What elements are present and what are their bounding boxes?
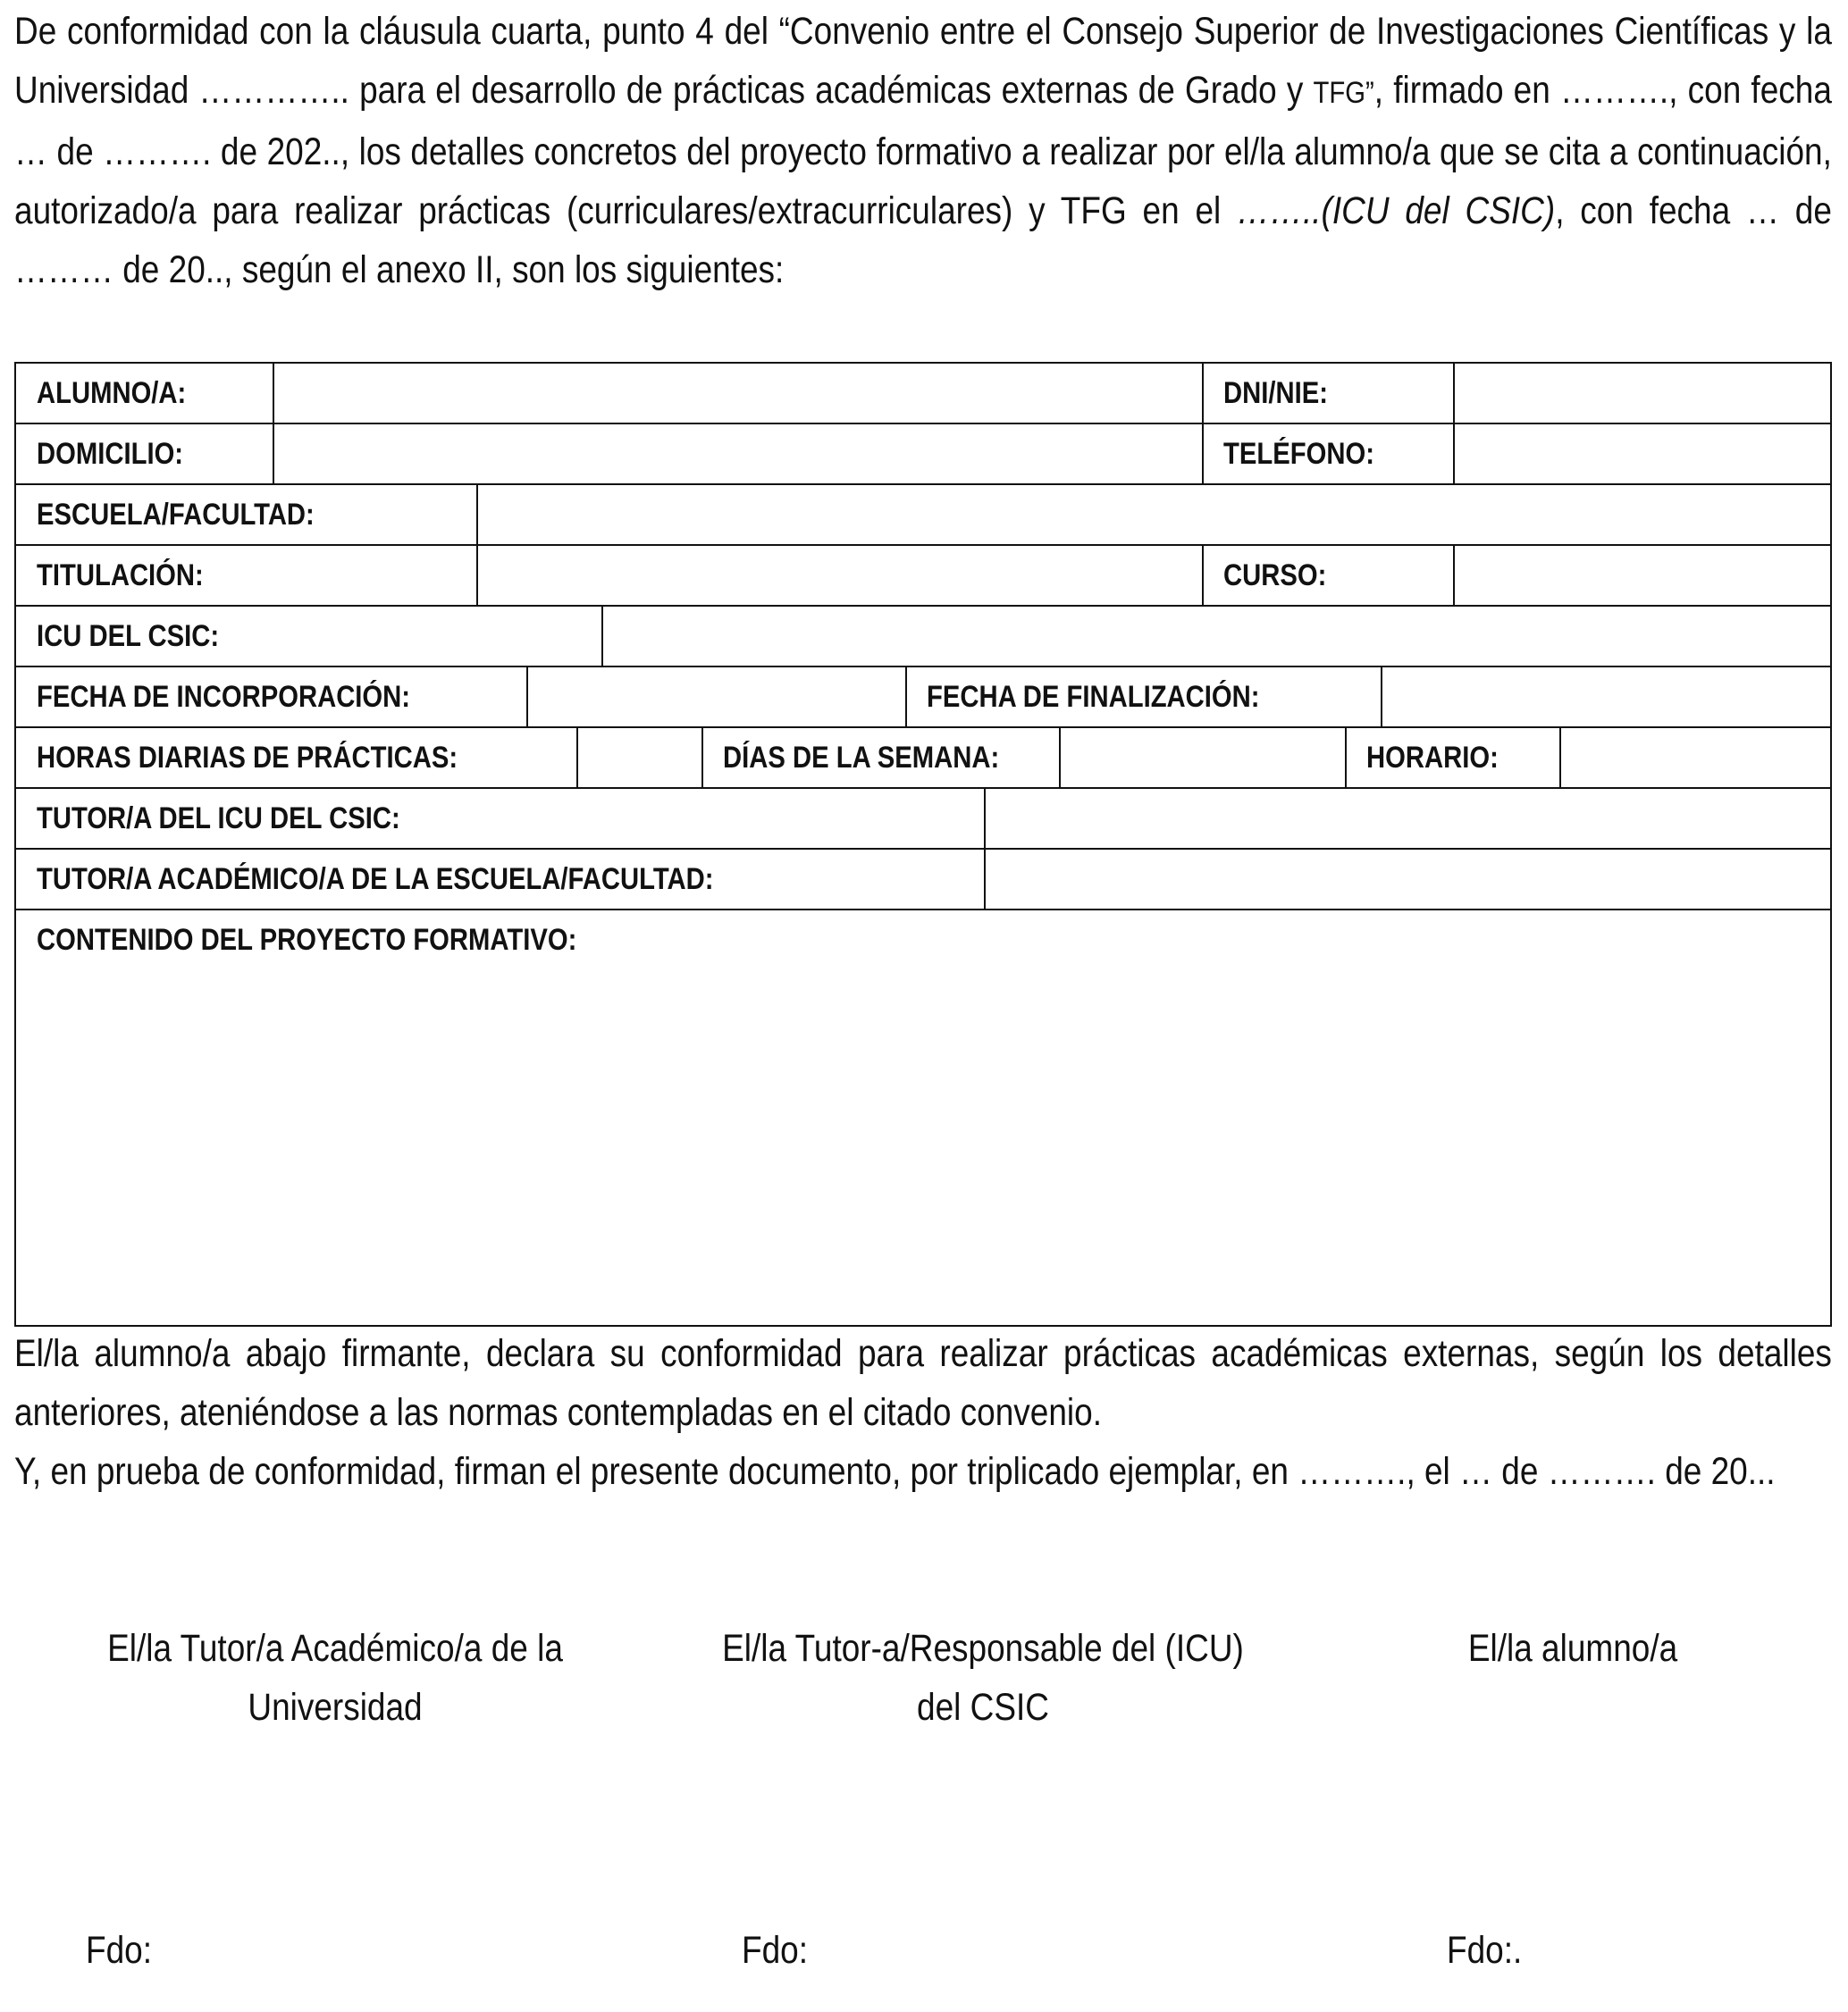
col-divider: [1381, 666, 1382, 726]
col-divider: [601, 605, 603, 666]
signature-tutor-icu-line1: El/la Tutor-a/Responsable del (ICU): [722, 1627, 1244, 1670]
declaration-paragraph-2: Y, en prueba de conformidad, firman el presente documento, por triplicado ejemplar, en ………., el … de ………. de 20...: [14, 1450, 1776, 1493]
label-horario: HORARIO:: [1366, 741, 1499, 775]
col-divider: [1202, 544, 1204, 605]
signature-alumno-line1: El/la alumno/a: [1467, 1627, 1678, 1670]
col-divider: [1559, 726, 1561, 787]
signature-tutor-icu: [714, 1619, 1252, 1737]
col-divider: [476, 544, 478, 605]
signature-tutor-icu-line2: del CSIC: [916, 1686, 1049, 1729]
fdo-tutor-academico: Fdo:: [86, 1929, 153, 1972]
intro-paragraph: [14, 2, 1832, 299]
col-divider: [476, 483, 478, 544]
label-escuela: ESCUELA/FACULTAD:: [37, 498, 315, 532]
label-dias-semana: DÍAS DE LA SEMANA:: [723, 741, 1000, 775]
intro-text-1: De conformidad con la cláusula cuarta, punto 4 del “Convenio entre el Consejo Superior de Investigaciones Científicas y la Universidad ………….. para el desarrollo de prácticas académicas externas de Grado y: [14, 10, 1832, 112]
label-domicilio: DOMICILIO:: [37, 437, 184, 471]
fdo-tutor-icu: Fdo:: [742, 1929, 809, 1972]
label-dni: DNI/NIE:: [1223, 376, 1328, 410]
row-divider: [16, 787, 1830, 789]
col-divider: [1453, 544, 1455, 605]
intro-text-2: , firmado en ………., con fecha … de ………. de 202.., los detalles concretos del proyecto formativo a realizar por el/la alumno/a que se cita a continuación, autorizado/a para realizar prácticas (curriculares/extracurriculares) y TFG en el: [14, 69, 1832, 232]
declaration-paragraph-1: El/la alumno/a abajo firmante, declara su conformidad para realizar prácticas académicas externas, según los detalles anteriores, ateniéndose a las normas contempladas en el citado convenio.: [14, 1332, 1832, 1434]
label-titulacion: TITULACIÓN:: [37, 558, 204, 592]
label-tutor-icu: TUTOR/A DEL ICU DEL CSIC:: [37, 801, 400, 835]
col-divider: [1345, 726, 1347, 787]
label-fecha-finalizacion: FECHA DE FINALIZACIÓN:: [927, 680, 1260, 714]
row-divider: [16, 666, 1830, 667]
row-divider: [16, 483, 1830, 485]
signature-tutor-academico-line1: El/la Tutor/a Académico/a de la: [107, 1627, 563, 1670]
label-icu: ICU DEL CSIC:: [37, 619, 220, 653]
col-divider: [526, 666, 528, 726]
col-divider: [701, 726, 703, 787]
label-fecha-incorporacion: FECHA DE INCORPORACIÓN:: [37, 680, 411, 714]
fdo-alumno: Fdo:.: [1447, 1929, 1523, 1972]
col-divider: [273, 364, 274, 483]
training-project-form: [14, 362, 1832, 1327]
col-divider: [1059, 726, 1061, 787]
label-alumno: ALUMNO/A:: [37, 376, 187, 410]
intro-text-3: , con fecha … de ……… de 20.., según el anexo II, son los siguientes:: [14, 189, 1832, 291]
label-horas-diarias: HORAS DIARIAS DE PRÁCTICAS:: [37, 741, 458, 775]
col-divider: [984, 787, 986, 909]
col-divider: [576, 726, 578, 787]
col-divider: [1453, 364, 1455, 483]
col-divider: [1202, 364, 1204, 483]
intro-tfg: TFG”: [1313, 76, 1374, 110]
col-divider: [905, 666, 907, 726]
label-curso: CURSO:: [1223, 558, 1327, 592]
row-divider: [16, 423, 1830, 424]
label-contenido: CONTENIDO DEL PROYECTO FORMATIVO:: [37, 923, 577, 957]
row-divider: [16, 848, 1830, 850]
row-divider: [16, 726, 1830, 728]
intro-icu-italic: ……..(ICU del CSIC): [1237, 189, 1556, 232]
row-divider: [16, 909, 1830, 910]
row-divider: [16, 605, 1830, 607]
row-divider: [16, 544, 1830, 546]
declaration: [14, 1324, 1832, 1501]
label-telefono: TELÉFONO:: [1223, 437, 1374, 471]
signature-alumno: [1419, 1619, 1726, 1678]
label-tutor-academico: TUTOR/A ACADÉMICO/A DE LA ESCUELA/FACULTAD:: [37, 862, 714, 896]
signature-tutor-academico-line2: Universidad: [248, 1686, 423, 1729]
signature-tutor-academico: [93, 1619, 577, 1737]
